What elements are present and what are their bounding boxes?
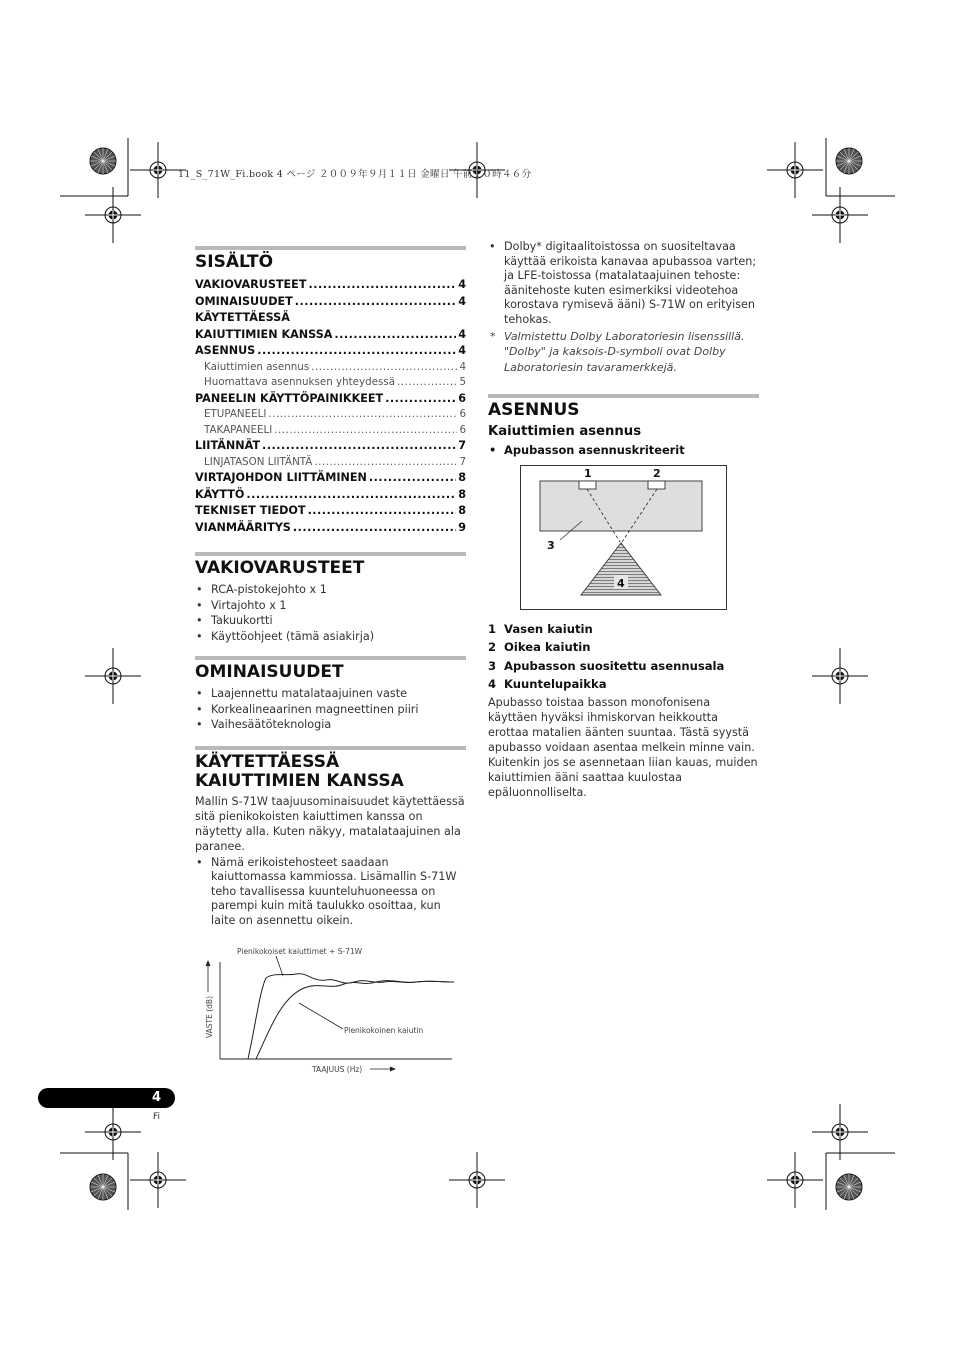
diagram-legend (488, 620, 759, 694)
curve-small-speaker (256, 981, 454, 1059)
toc-leader-dots (257, 343, 456, 360)
toc-leader-dots (268, 407, 457, 423)
toc-leader-dots (314, 455, 457, 471)
toc-entry[interactable] (195, 487, 466, 504)
toc-entry[interactable] (195, 277, 466, 294)
left-column (195, 246, 466, 928)
label-1: 1 (584, 466, 592, 480)
list-item: • Nämä erikoistehosteet saadaan kaiuttomassa kammiossa. Lisämallin S-71W teho tavallisessa kuunteluhuoneessa on parempi kuin mitä taulukko osoittaa, kun laite on asennettu oikein. (195, 856, 466, 929)
print-header: 11_S_71W_Fi.book 4 ページ ２００９年９月１１日 金曜日 午前１０時４６分 (178, 169, 532, 180)
section-rule (195, 656, 466, 660)
list-item: • Virtajohto x 1 (195, 598, 466, 614)
list-item: • Takuukortti (195, 613, 466, 629)
label-2: 2 (653, 466, 661, 480)
toc-leader-dots (274, 423, 457, 439)
features-list (195, 686, 466, 733)
toc-leader-dots (385, 391, 456, 408)
toc-entry-page: 7 (459, 455, 466, 468)
install-body: Apubasso toistaa basson monofonisena käyttäen hyväksi ihmiskorvan heikkoutta erottaa matalien äänten suuntaa. Tästä syystä apubasso voidaan asentaa melkein minne vain. Kuitenkin jos se asennetaan liian kauas, muiden kaiuttimien ääni saattaa kuulostaa epäluonnolliselta. (488, 695, 758, 799)
toc-entry-page: 4 (458, 278, 466, 291)
usage-list (195, 856, 466, 929)
toc-title: SISÄLTÖ (195, 252, 274, 272)
toc-entry[interactable] (195, 294, 466, 311)
graph-label-top: Pienikokoiset kaiuttimet + S-71W (237, 947, 363, 956)
toc-entry-label: VIRTAJOHDON LIITTÄMINEN (195, 471, 367, 484)
accessories-list (195, 582, 466, 644)
toc-entry-page: 8 (458, 471, 466, 484)
usage-title-line2: KAIUTTIMIEN KANSSA (195, 770, 404, 791)
section-rule (195, 246, 466, 250)
toc-entry-label: LINJATASON LIITÄNTÄ (204, 455, 313, 468)
dolby-footnote: * Valmistettu Dolby Laboratoriesin lisenssillä. "Dolby" ja kaksois-D-symboli ovat Dolby Laboratoriesin tavaramerkkejä. (488, 329, 759, 376)
legend-item: 3 Apubasson suositettu asennusala (488, 658, 725, 673)
toc-entry-label: VAKIOVARUSTEET (195, 278, 307, 291)
toc-entry[interactable] (195, 438, 466, 455)
toc-entry-page: 6 (458, 391, 466, 405)
toc-entry[interactable] (195, 310, 466, 327)
label-3: 3 (547, 538, 555, 552)
section-rule (195, 746, 466, 750)
criteria-list (488, 443, 759, 459)
label-leader-bottom (299, 1003, 343, 1029)
toc-leader-dots (295, 294, 456, 311)
toc-entry[interactable] (195, 503, 466, 520)
toc-entry[interactable] (195, 520, 466, 537)
table-of-contents (195, 277, 466, 536)
toc-entry[interactable] (195, 360, 466, 376)
list-item: • Apubasson asennuskriteerit (488, 443, 759, 459)
placement-diagram (520, 465, 728, 611)
label-4: 4 (617, 576, 625, 590)
room-area (540, 481, 702, 531)
curve-with-subwoofer (248, 974, 454, 1059)
toc-entry-page: 4 (458, 294, 466, 308)
toc-entry[interactable] (195, 423, 466, 439)
list-item: • Vaihesäätöteknologia (195, 717, 466, 733)
toc-entry-page: 8 (458, 504, 466, 517)
toc-entry[interactable] (195, 327, 466, 344)
install-title: ASENNUS (488, 400, 580, 421)
list-item: • Korkealineaarinen magneettinen piiri (195, 702, 466, 718)
toc-leader-dots (308, 503, 457, 520)
toc-entry-label: KAIUTTIMIEN KANSSA (195, 327, 333, 341)
toc-entry-page: 4 (458, 344, 466, 357)
toc-leader-dots (334, 327, 456, 344)
frequency-response-graph (196, 942, 466, 1077)
toc-entry-page: 6 (459, 423, 466, 436)
toc-leader-dots (262, 438, 456, 455)
toc-entry-label: OMINAISUUDET (195, 294, 293, 308)
right-speaker-box (648, 481, 665, 489)
dolby-list (488, 240, 759, 328)
legend-item: 4 Kuuntelupaikka (488, 677, 607, 692)
toc-entry-label: LIITÄNNÄT (195, 439, 261, 452)
toc-entry-page: 5 (459, 376, 466, 388)
toc-entry-label: KÄYTETTÄESSÄ (195, 311, 290, 324)
page-language: Fi (153, 1112, 161, 1122)
right-column (488, 240, 759, 800)
accessories-title: VAKIOVARUSTEET (195, 558, 365, 578)
toc-leader-dots (246, 487, 456, 504)
toc-entry-label: VIANMÄÄRITYS (195, 520, 291, 534)
toc-entry-label: KÄYTTÖ (195, 487, 245, 501)
toc-entry[interactable] (195, 470, 466, 487)
y-arrowhead (206, 960, 211, 966)
usage-title-line1: KÄYTETTÄESSÄ (195, 751, 340, 772)
toc-entry[interactable] (195, 375, 466, 391)
toc-entry-label: TEKNISET TIEDOT (195, 504, 306, 517)
toc-entry[interactable] (195, 343, 466, 360)
toc-entry-label: PANEELIN KÄYTTÖPAINIKKEET (195, 391, 384, 405)
toc-entry-page: 9 (458, 520, 466, 534)
toc-leader-dots (311, 360, 457, 376)
toc-entry-page: 4 (458, 327, 466, 341)
toc-entry-label: ETUPANEELI (204, 408, 267, 420)
section-rule (195, 552, 466, 556)
list-item: • Käyttöohjeet (tämä asiakirja) (195, 629, 466, 645)
toc-entry[interactable] (195, 391, 466, 408)
legend-item: 1 Vasen kaiutin (488, 621, 593, 636)
legend-item: 2 Oikea kaiutin (488, 640, 591, 655)
toc-entry-label: TAKAPANEELI (204, 423, 273, 436)
toc-entry-label: Huomattava asennuksen yhteydessä (204, 376, 396, 388)
toc-entry-page: 7 (458, 439, 466, 452)
toc-entry-page: 4 (459, 360, 466, 373)
x-arrowhead (390, 1067, 396, 1072)
features-title: OMINAISUUDET (195, 662, 344, 682)
list-item: • Laajennettu matalataajuinen vaste (195, 686, 466, 702)
usage-intro: Mallin S-71W taajuusominaisuudet käytettäessä sitä pienikokoisten kaiuttimen kanssa on näytetty alla. Kuten näkyy, matalataajuinen ala paranee. (195, 794, 465, 853)
section-rule (488, 394, 759, 398)
toc-leader-dots (293, 520, 456, 537)
toc-leader-dots (308, 277, 456, 294)
page-number: 4 (152, 1090, 162, 1105)
toc-entry-page: 6 (459, 408, 466, 420)
label-leader-top (276, 956, 283, 976)
left-speaker-box (579, 481, 596, 489)
toc-entry-page: 8 (458, 487, 466, 501)
toc-entry-label: Kaiuttimien asennus (204, 360, 310, 373)
list-item: • Dolby* digitaalitoistossa on suositeltavaa käyttää erikoista kanavaa apubassoa varten; ja LFE-toistossa (matalataajuinen tehoste: äänitehoste kuten esimerkiksi videotehoa korostava rymisevä ääni) S-71W on erityisen tehokas. (488, 240, 759, 328)
toc-entry[interactable] (195, 455, 466, 471)
graph-label-bottom: Pienikokoinen kaiutin (344, 1026, 424, 1035)
toc-entry-label: ASENNUS (195, 344, 256, 357)
toc-entry[interactable] (195, 407, 466, 423)
graph-xlabel: TAAJUUS (Hz) (312, 1065, 363, 1074)
graph-ylabel: VASTE (dB) (205, 995, 214, 1038)
toc-leader-dots (369, 470, 456, 487)
list-item: • RCA-pistokejohto x 1 (195, 582, 466, 598)
install-subtitle: Kaiuttimien asennus (488, 424, 642, 440)
toc-leader-dots (397, 375, 457, 391)
